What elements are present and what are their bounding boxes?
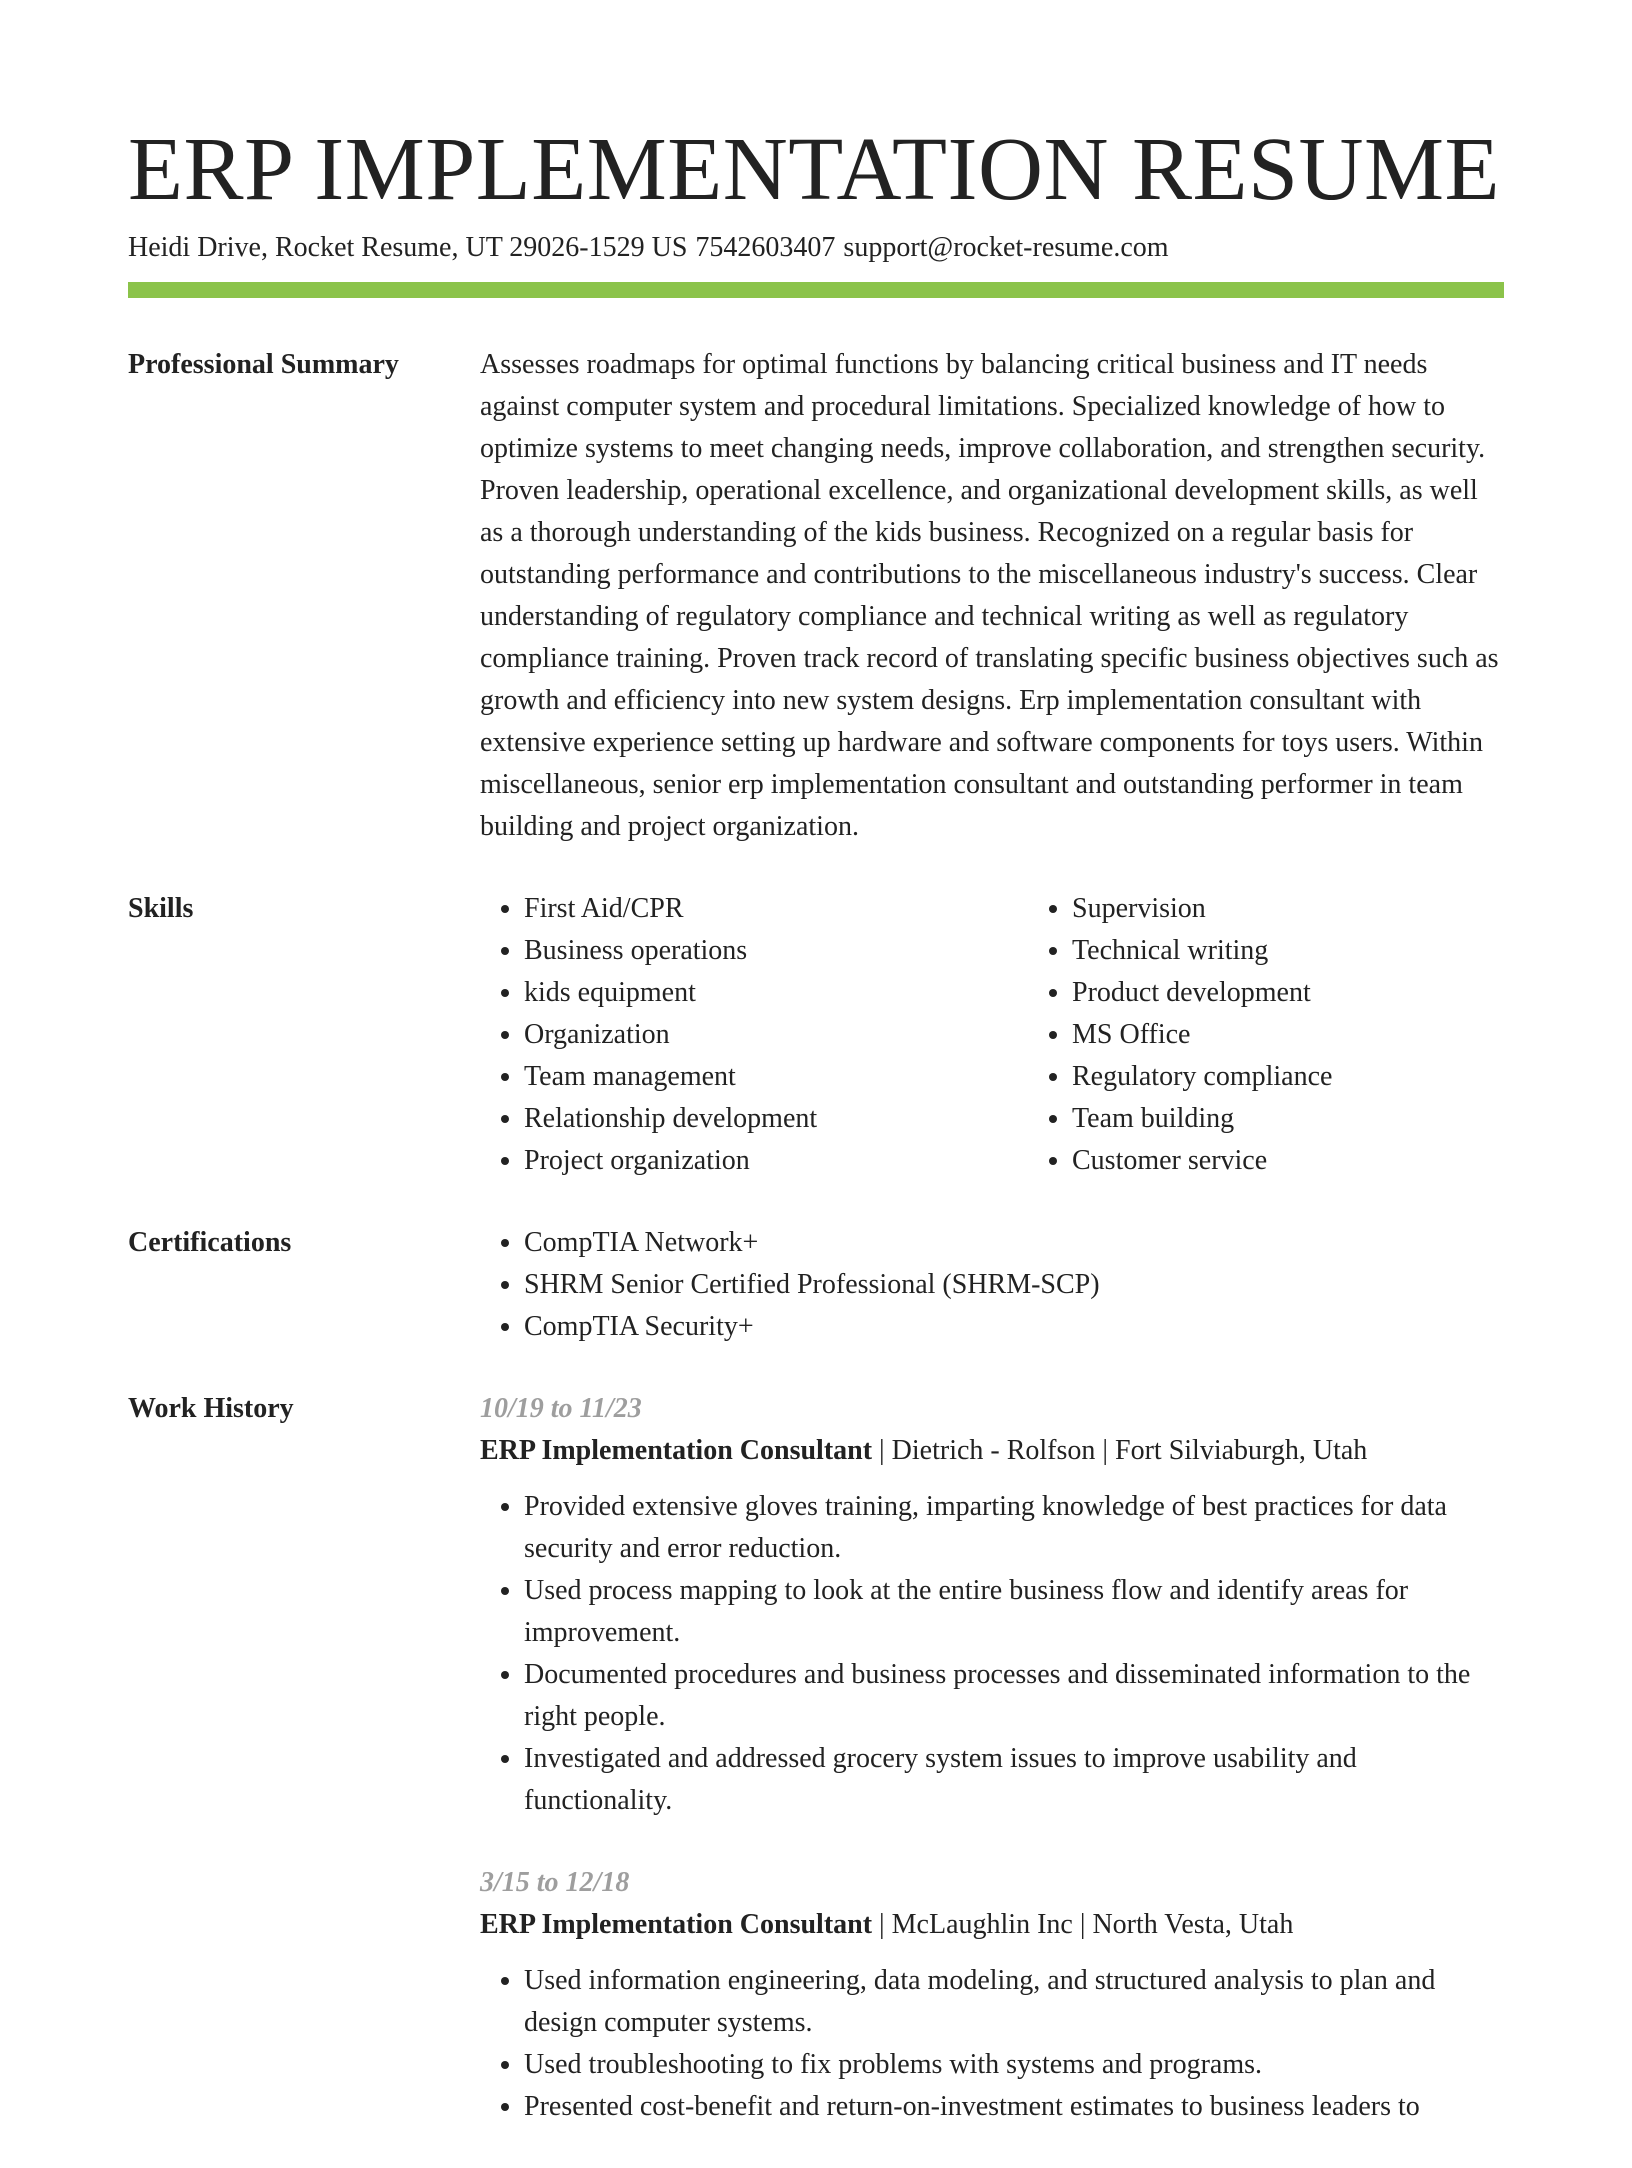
- separator: |: [1072, 1909, 1093, 1940]
- skills-heading: Skills: [128, 893, 194, 924]
- skills-list-left: [480, 888, 1028, 1182]
- job-heading: [480, 1904, 1504, 1946]
- skill-item: • kids equipment: [524, 972, 1028, 1014]
- job-bullet: • Provided extensive gloves training, imparting knowledge of best practices for data security and error reduction.: [524, 1486, 1504, 1570]
- certification-item: • CompTIA Network+: [524, 1222, 1504, 1264]
- skill-item: • Business operations: [524, 930, 1028, 972]
- skills-section: [128, 888, 1504, 1182]
- skill-item: • Team building: [1072, 1098, 1576, 1140]
- skill-item: • Relationship development: [524, 1098, 1028, 1140]
- skills-list-right: [1028, 888, 1576, 1182]
- job-bullets: [480, 1486, 1504, 1822]
- job-company: Dietrich - Rolfson: [891, 1435, 1096, 1466]
- summary-heading: Professional Summary: [128, 349, 399, 380]
- job-bullet: • Used information engineering, data modeling, and structured analysis to plan and design computer systems.: [524, 1960, 1504, 2044]
- job-bullet: • Documented procedures and business processes and disseminated information to the right people.: [524, 1654, 1504, 1738]
- separator: |: [1095, 1435, 1116, 1466]
- job-location: North Vesta, Utah: [1092, 1909, 1294, 1940]
- contact-email: support@rocket-resume.com: [843, 232, 1169, 263]
- job-bullet: • Investigated and addressed grocery system issues to improve usability and functionality.: [524, 1738, 1504, 1822]
- job-bullet: • Used process mapping to look at the entire business flow and identify areas for improvement.: [524, 1570, 1504, 1654]
- job-dates: 3/15 to 12/18: [480, 1867, 630, 1898]
- certifications-section: [128, 1222, 1504, 1348]
- accent-divider: [128, 282, 1504, 298]
- certifications-heading: Certifications: [128, 1227, 292, 1258]
- job-title: ERP Implementation Consultant: [480, 1909, 873, 1940]
- summary-section: [128, 344, 1504, 848]
- work-history-section: [128, 1388, 1504, 2168]
- job-heading: [480, 1430, 1504, 1472]
- work-history-heading: Work History: [128, 1393, 294, 1424]
- job-bullets: [480, 1960, 1504, 2128]
- skill-item: • Regulatory compliance: [1072, 1056, 1576, 1098]
- resume-page: [128, 120, 1504, 2168]
- certification-item: • SHRM Senior Certified Professional (SHRM-SCP): [524, 1264, 1504, 1306]
- job-company: McLaughlin Inc: [891, 1909, 1073, 1940]
- job-bullet: • Presented cost-benefit and return-on-investment estimates to business leaders to: [524, 2086, 1504, 2128]
- skill-item: • Technical writing: [1072, 930, 1576, 972]
- contact-line: [128, 230, 1504, 266]
- job-entry: [480, 1862, 1504, 2128]
- skill-item: • Supervision: [1072, 888, 1576, 930]
- skill-item: • Customer service: [1072, 1140, 1576, 1182]
- job-bullet: • Used troubleshooting to fix problems with systems and programs.: [524, 2044, 1504, 2086]
- job-title: ERP Implementation Consultant: [480, 1435, 873, 1466]
- skill-item: • First Aid/CPR: [524, 888, 1028, 930]
- skill-item: • Project organization: [524, 1140, 1028, 1182]
- resume-title: ERP IMPLEMENTATION RESUME: [128, 120, 1500, 219]
- skill-item: • Product development: [1072, 972, 1576, 1014]
- job-location: Fort Silviaburgh, Utah: [1115, 1435, 1368, 1466]
- job-dates: 10/19 to 11/23: [480, 1393, 642, 1424]
- job-entry: [480, 1388, 1504, 1822]
- summary-text: Assesses roadmaps for optimal functions by balancing critical business and IT needs against computer system and procedural limitations. Specialized knowledge of how to optimize systems to meet changing needs, improve collaboration, and strengthen security. Proven leadership, operational excellence, and organizational development skills, as well as a thorough understanding of the kids business. Recognized on a regular basis for outstanding performance and contributions to the miscellaneous industry's success. Clear understanding of regulatory compliance and technical writing as well as regulatory compliance training. Proven track record of translating specific business objectives such as growth and efficiency into new system designs. Erp implementation consultant with extensive experience setting up hardware and software components for toys users. Within miscellaneous, senior erp implementation consultant and outstanding performer in team building and project organization.: [480, 349, 1499, 842]
- skill-item: • MS Office: [1072, 1014, 1576, 1056]
- separator: |: [879, 1909, 892, 1940]
- certifications-list: [480, 1222, 1504, 1348]
- contact-address: Heidi Drive, Rocket Resume, UT 29026-1529 US: [128, 232, 688, 263]
- separator: |: [879, 1435, 892, 1466]
- skill-item: • Organization: [524, 1014, 1028, 1056]
- skill-item: • Team management: [524, 1056, 1028, 1098]
- certification-item: • CompTIA Security+: [524, 1306, 1504, 1348]
- contact-phone: 7542603407: [695, 232, 836, 263]
